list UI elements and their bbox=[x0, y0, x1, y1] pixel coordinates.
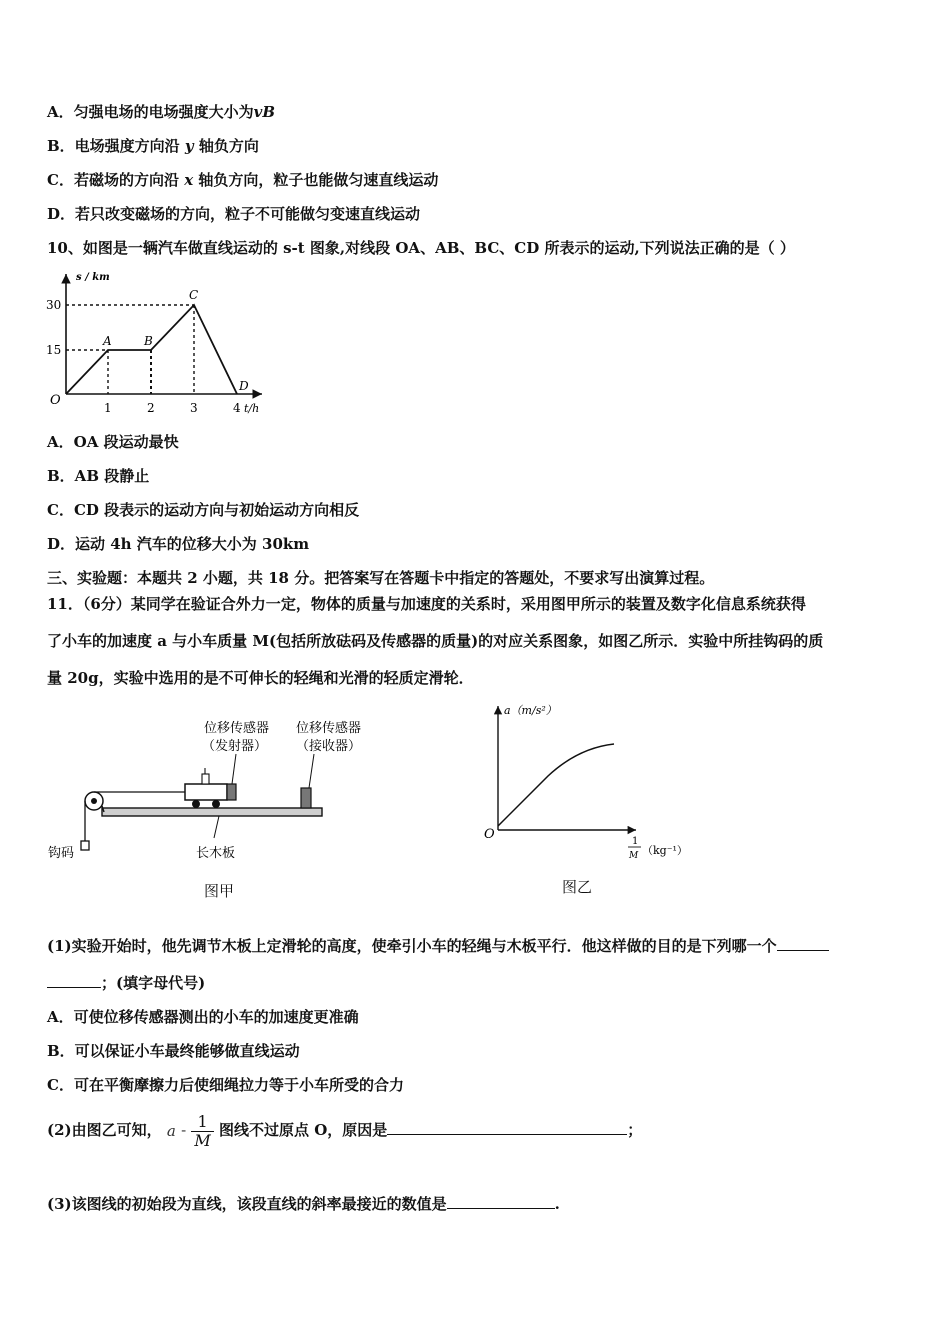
q9-option-a: A．匀强电场的电场强度大小为vB bbox=[47, 103, 276, 121]
q11-p2-line: (2)由图乙可知， a - $\frac{1}{M}$ 图线不过原点 O，原因是 ； bbox=[47, 1111, 643, 1150]
emitter-label-1: 位移传感器 bbox=[204, 721, 270, 736]
q10-x-tick-3: 3 bbox=[190, 401, 198, 415]
q11-fig-b-graph bbox=[478, 700, 698, 870]
q11-p1-line2: ；(填字母代号) bbox=[47, 973, 205, 993]
q11-p2-a-var: a bbox=[166, 1122, 176, 1140]
q10-stem: 10、如图是一辆汽车做直线运动的 s-t 图象,对线段 OA、AB、BC、CD 所表示的运动,下列说法正确的是（ ） bbox=[47, 239, 795, 257]
receiver-label-2: （接收器） bbox=[296, 739, 362, 754]
weight-label: 钩码 bbox=[48, 846, 75, 861]
q11-p3-line: (3)该图线的初始段为直线，该段直线的斜率最接近的数值是 . bbox=[47, 1195, 560, 1213]
q10-y-tick-15: 15 bbox=[46, 343, 62, 357]
q9-option-d: D．若只改变磁场的方向，粒子不可能做匀变速直线运动 bbox=[47, 205, 421, 223]
q10-point-a: A bbox=[103, 334, 112, 348]
board-label: 长木板 bbox=[196, 846, 236, 861]
q9-option-b: B．电场强度方向沿 y 轴负方向 bbox=[47, 137, 259, 155]
receiver-label-1: 位移传感器 bbox=[296, 721, 362, 736]
q11-stem-line1: 11．（6分）某同学在验证合外力一定，物体的质量与加速度的关系时，采用图甲所示的装置及数字化信息系统获得 bbox=[47, 595, 806, 613]
q11-p1-line1: (1)实验开始时，他先调节木板上定滑轮的高度，使牵引小车的轻绳与木板平行．他这样做的目的是下列哪一个 bbox=[47, 936, 829, 956]
q9-option-a-var: vB bbox=[253, 103, 276, 121]
q11-p1-option-a: A．可使位移传感器测出的小车的加速度更准确 bbox=[47, 1008, 359, 1026]
fig-b-origin: O bbox=[484, 827, 495, 842]
q11-p2-fraction: $\frac{1}{M}$ bbox=[191, 1113, 213, 1150]
long-board bbox=[102, 808, 322, 816]
q11-p1-answer-blank-a[interactable] bbox=[777, 936, 829, 951]
q11-p2-answer-blank[interactable] bbox=[387, 1120, 627, 1135]
q10-point-d: D bbox=[239, 379, 249, 393]
emitter-label-2: （发射器） bbox=[202, 739, 268, 754]
q11-p1-answer-blank-b[interactable] bbox=[47, 973, 101, 988]
q10-x-tick-4: 4 bbox=[233, 401, 241, 415]
q10-y-tick-30: 30 bbox=[46, 298, 62, 312]
q11-stem-line3: 量 20g，实验中选用的是不可伸长的轻绳和光滑的轻质定滑轮． bbox=[47, 669, 474, 687]
q11-stem-line2: 了小车的加速度 a 与小车质量 M(包括所放砝码及传感器的质量)的对应关系图象，如图乙所示．实验中所挂钩码的质 bbox=[47, 632, 824, 650]
fig-b-y-label: a（m/s²） bbox=[504, 704, 557, 717]
fig-a-caption: 图甲 bbox=[204, 882, 235, 900]
q10-option-d: D．运动 4h 汽车的位移大小为 30km bbox=[47, 535, 310, 553]
fig-b-x-unit: （kg⁻¹） bbox=[642, 844, 688, 857]
q11-fig-a-apparatus bbox=[44, 712, 362, 872]
q10-st-graph bbox=[40, 266, 280, 424]
q10-option-c: C．CD 段表示的运动方向与初始运动方向相反 bbox=[47, 501, 360, 519]
q11-p1-option-c: C．可在平衡摩擦力后使细绳拉力等于小车所受的合力 bbox=[47, 1076, 404, 1094]
cart-body bbox=[185, 784, 227, 800]
fig-b-caption: 图乙 bbox=[562, 878, 593, 896]
hanging-weight bbox=[81, 841, 89, 850]
fig-b-x-num: 1 bbox=[632, 836, 639, 847]
q10-x-tick-2: 2 bbox=[147, 401, 155, 415]
q10-option-b: B．AB 段静止 bbox=[47, 467, 150, 485]
q10-option-a: A．OA 段运动最快 bbox=[47, 433, 179, 451]
fig-b-curve bbox=[498, 744, 614, 826]
q10-x-tick-1: 1 bbox=[104, 401, 112, 415]
q10-y-axis-label: s / km bbox=[76, 272, 110, 283]
q9-option-c: C．若磁场的方向沿 x 轴负方向，粒子也能做匀速直线运动 bbox=[47, 171, 439, 189]
section3-heading: 三、实验题：本题共 2 小题，共 18 分。把答案写在答题卡中指定的答题处，不要求写出演算过程。 bbox=[47, 569, 715, 587]
q11-p3-answer-blank[interactable] bbox=[447, 1194, 555, 1209]
q10-point-b: B bbox=[144, 334, 153, 348]
emitter-sensor bbox=[227, 784, 236, 800]
q10-x-axis-label: t/h bbox=[244, 402, 260, 415]
fig-b-x-den: M bbox=[629, 851, 639, 861]
q10-point-c: C bbox=[189, 288, 199, 302]
q10-origin-label: O bbox=[50, 393, 61, 408]
receiver-sensor bbox=[301, 788, 311, 808]
q11-p1-option-b: B．可以保证小车最终能够做直线运动 bbox=[47, 1042, 300, 1060]
